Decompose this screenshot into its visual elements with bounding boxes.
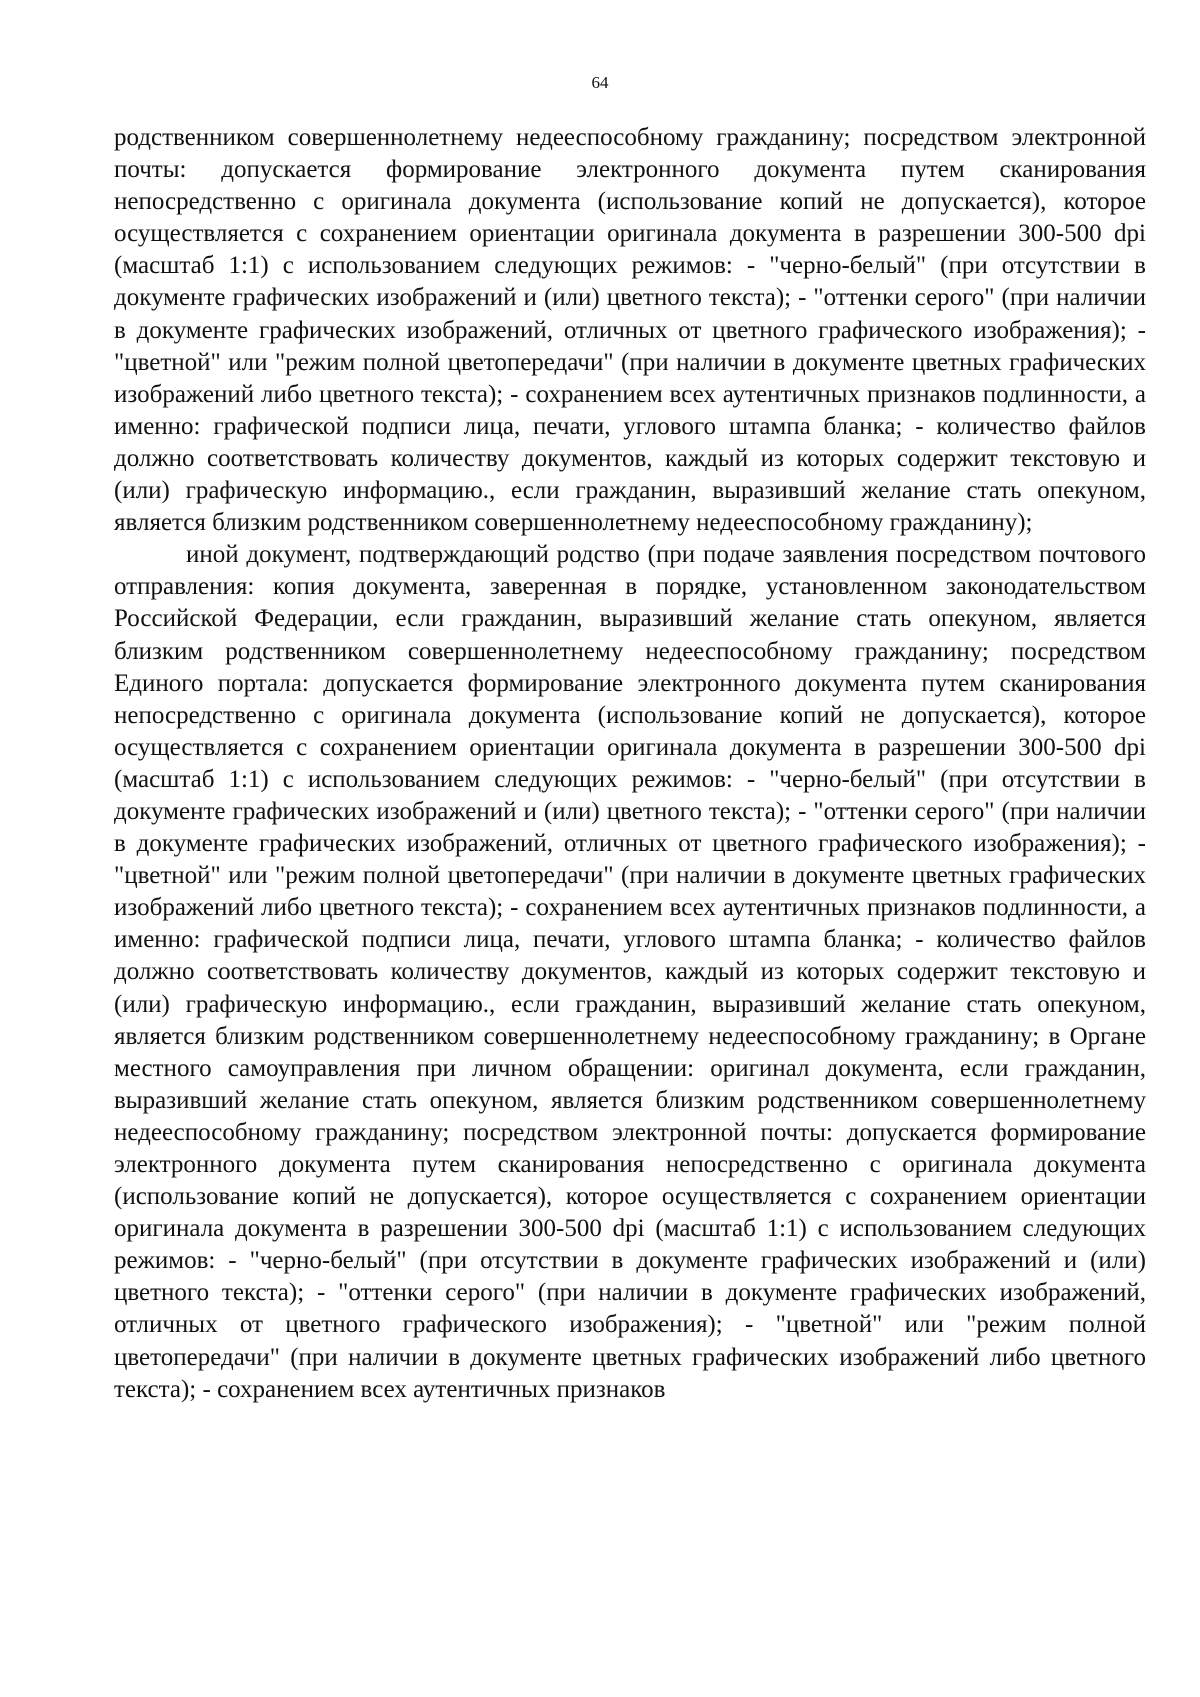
paragraph-continuation: родственником совершеннолетнему недееспособному гражданину; посредством электронной почты: допускается формирование электронного документа путем сканирования непосредственно с оригинала документа (использование копий не допускается), которое осуществляется с сохранением ориентации оригинала документа в разрешении 300-500 dpi (масштаб 1:1) с использованием следующих режимов: - "черно-белый" (при отсутствии в документе графических изображений и (или) цветного текста); - "оттенки серого" (при наличии в документе графических изображений, отличных от цветного графического изображения); - "цветной" или "режим полной цветопередачи" (при наличии в документе цветных графических изображений либо цветного текста); - сохранением всех аутентичных признаков подлинности, а именно: графической подписи лица, печати, углового штампа бланка; - количество файлов должно соответствовать количеству документов, каждый из которых содержит текстовую и (или) графическую информацию., если гражданин, выразивший желание стать опекуном, является близким родственником совершеннолетнему недееспособному гражданину);: [114, 124, 1146, 537]
document-body: [114, 122, 1146, 1406]
page-number: 64: [591, 73, 609, 92]
paragraph-kinship-document: иной документ, подтверждающий родство (при подаче заявления посредством почтового отправления: копия документа, заверенная в порядке, установленном законодательством Российской Федерации, если гражданин, выразивший желание стать опекуном, является близким родственником совершеннолетнему недееспособному гражданину; посредством Единого портала: допускается формирование электронного документа путем сканирования непосредственно с оригинала документа (использование копий не допускается), которое осуществляется с сохранением ориентации оригинала документа в разрешении 300-500 dpi (масштаб 1:1) с использованием следующих режимов: - "черно-белый" (при отсутствии в документе графических изображений и (или) цветного текста); - "оттенки серого" (при наличии в документе графических изображений, отличных от цветного графического изображения); - "цветной" или "режим полной цветопередачи" (при наличии в документе цветных графических изображений либо цветного текста); - сохранением всех аутентичных признаков подлинности, а именно: графической подписи лица, печати, углового штампа бланка; - количество файлов должно соответствовать количеству документов, каждый из которых содержит текстовую и (или) графическую информацию., если гражданин, выразивший желание стать опекуном, является близким родственником совершеннолетнему недееспособному гражданину; в Органе местного самоуправления при личном обращении: оригинал документа, если гражданин, выразивший желание стать опекуном, является близким родственником совершеннолетнему недееспособному гражданину; посредством электронной почты: допускается формирование электронного документа путем сканирования непосредственно с оригинала документа (использование копий не допускается), которое осуществляется с сохранением ориентации оригинала документа в разрешении 300-500 dpi (масштаб 1:1) с использованием следующих режимов: - "черно-белый" (при отсутствии в документе графических изображений и (или) цветного текста); - "оттенки серого" (при наличии в документе графических изображений, отличных от цветного графического изображения); - "цветной" или "режим полной цветопередачи" (при наличии в документе цветных графических изображений либо цветного текста); - сохранением всех аутентичных признаков: [114, 541, 1146, 1403]
